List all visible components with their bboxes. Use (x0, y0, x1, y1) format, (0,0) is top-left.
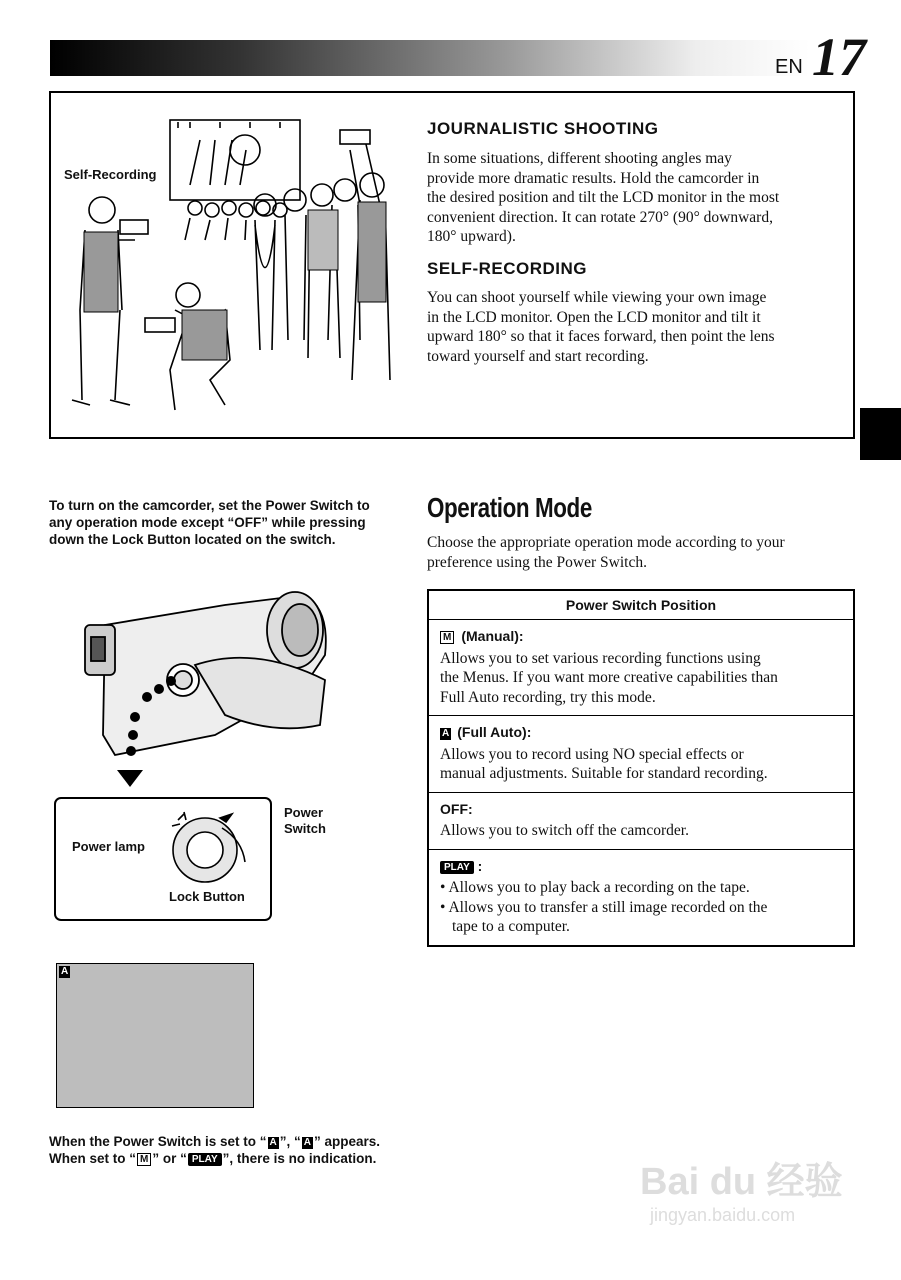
bullet-line: • Allows you to play back a recording on the tape. (440, 879, 750, 896)
table-row-play (429, 849, 853, 945)
text-line: Allows you to set various recording functions using (440, 649, 761, 667)
caption-text: ”, “ (279, 1134, 301, 1149)
label-line: Power (284, 805, 324, 820)
text-line: In some situations, different shooting angles may (427, 150, 732, 167)
full-auto-label: (Full Auto): (457, 724, 532, 740)
power-switch-dial (160, 800, 270, 895)
manual-icon: M (440, 631, 454, 644)
text-line: Full Auto recording, try this mode. (440, 688, 656, 706)
play-icon: PLAY (440, 861, 474, 874)
text-line: Allows you to record using NO special effects or (440, 745, 744, 763)
shooting-illustration (60, 110, 400, 415)
text-line: Allows you to switch off the camcorder. (440, 822, 689, 839)
text-line: the desired position and tilt the LCD monitor in the most (427, 189, 780, 206)
watermark-url: jingyan.baidu.com (650, 1205, 796, 1225)
lcd-screen-mockup (56, 963, 254, 1108)
text-line: preference using the Power Switch. (427, 553, 647, 571)
page-number: 17 (812, 27, 866, 87)
text-line: toward yourself and start recording. (427, 347, 649, 365)
text-line: Choose the appropriate operation mode according to your (427, 534, 785, 551)
lock-button-label: Lock Button (169, 889, 245, 904)
full-auto-icon: A (269, 1137, 277, 1148)
section-thumb-tab (860, 408, 901, 460)
full-auto-icon: A (303, 1137, 312, 1148)
caption-text: ”, there is no indication. (222, 1150, 377, 1166)
full-auto-indicator-icon: A (61, 966, 69, 977)
self-recording-text (427, 288, 847, 366)
text-line: the Menus. If you want more creative capabilities than (440, 669, 778, 686)
text-line: You can shoot yourself while viewing your own image (427, 289, 767, 306)
caption-text: When the Power Switch is set to “ (49, 1134, 267, 1149)
bullet-continuation: tape to a computer. (452, 918, 570, 935)
table-row-off (429, 792, 853, 849)
watermark-brand: Bai du 经验 (640, 1161, 843, 1203)
power-switch-table (427, 589, 855, 947)
text-line: in the LCD monitor. Open the LCD monitor and tilt it (427, 308, 761, 326)
text-line: 180° upward). (427, 228, 516, 245)
journalistic-shooting-heading: JOURNALISTIC SHOOTING (427, 119, 659, 138)
table-row-manual (429, 619, 853, 715)
self-recording-figure-label: Self-Recording (64, 167, 157, 182)
header-gradient-bar (50, 40, 810, 76)
operation-mode-heading: Operation Mode (427, 492, 592, 523)
text-line: upward 180° so that it faces forward, then point the lens (427, 328, 775, 345)
label-line: Switch (284, 821, 326, 836)
full-auto-icon: A (442, 728, 450, 739)
full-auto-row-title (440, 723, 843, 743)
power-lamp-label: Power lamp (72, 839, 145, 854)
watermark (640, 1150, 843, 1226)
text-line: manual adjustments. Suitable for standard recording. (440, 765, 768, 782)
indicator-caption (49, 1134, 389, 1167)
caption-text: ” or “ (152, 1150, 187, 1166)
table-row-full-auto (429, 715, 853, 792)
manual-icon: M (137, 1153, 151, 1166)
manual-row-title (440, 627, 843, 647)
operation-mode-description (427, 533, 857, 572)
play-colon: : (477, 857, 483, 874)
journalistic-shooting-text (427, 149, 847, 247)
text-line: convenient direction. It can rotate 270° (90° downward, (427, 208, 773, 226)
manual-label: (Manual): (461, 628, 524, 644)
caption-text: ” appears. When set to “ (49, 1134, 381, 1166)
power-switch-label (284, 805, 326, 837)
bullet-line: • Allows you to transfer a still image recorded on the (440, 898, 768, 916)
camcorder-illustration (75, 585, 335, 795)
off-label: OFF: (440, 800, 473, 817)
text-line: provide more dramatic results. Hold the camcorder in (427, 169, 760, 187)
play-row-title (440, 857, 843, 877)
self-recording-heading: SELF-RECORDING (427, 259, 587, 278)
power-on-instructions: To turn on the camcorder, set the Power Switch to any operation mode except “OFF” while pressing down the Lock Button located on the switch. (49, 498, 370, 547)
language-code: EN (775, 56, 803, 78)
table-header: Power Switch Position (565, 597, 717, 613)
play-icon: PLAY (188, 1153, 222, 1166)
